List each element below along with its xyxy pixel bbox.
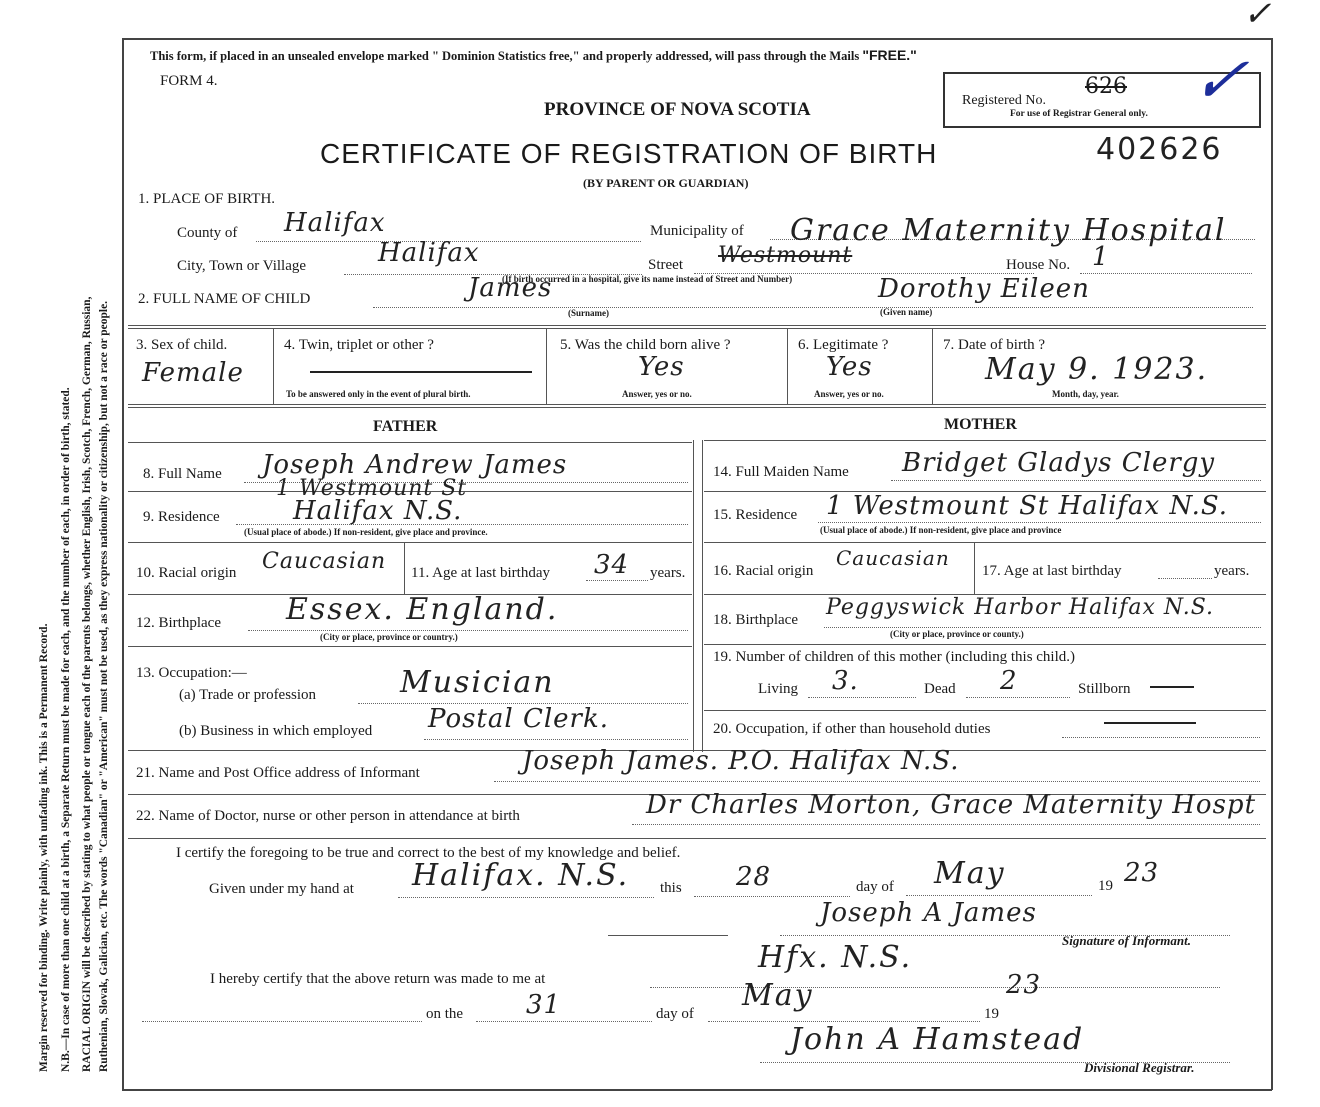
province-heading: PROVINCE OF NOVA SCOTIA — [544, 99, 811, 120]
rule-row3-v1 — [273, 328, 274, 404]
given-place-line — [398, 897, 654, 898]
rule-row3-v2 — [546, 328, 547, 404]
reg-year-prefix: 19 — [984, 1006, 999, 1022]
mail-notice-free: "FREE." — [862, 47, 917, 63]
given-place-value: Halifax. N.S. — [412, 858, 630, 893]
mother-name-value: Bridget Gladys Clergy — [902, 448, 1216, 478]
month-line — [906, 895, 1092, 896]
day-line — [694, 896, 850, 897]
rule-row3-v4 — [932, 328, 933, 404]
father-age-label: 11. Age at last birthday — [411, 565, 550, 581]
on-the-label: on the — [426, 1006, 464, 1022]
day-of-label: day of — [856, 879, 894, 895]
father-birthplace-label: 12. Birthplace — [136, 615, 221, 631]
rule-row3-v3 — [787, 328, 788, 404]
corner-check-mark: ✓ — [1243, 0, 1273, 34]
doctor-label: 22. Name of Doctor, nurse or other person in attendance at birth — [136, 808, 520, 824]
certificate-title: CERTIFICATE OF REGISTRATION OF BIRTH — [320, 138, 938, 169]
given-label: Given under my hand at — [209, 881, 354, 897]
rule-doctor-bottom — [128, 838, 1266, 839]
born-alive-note: Answer, yes or no. — [622, 389, 692, 399]
father-age-unit: years. — [650, 565, 686, 581]
father-racial-divider — [404, 542, 405, 594]
mother-racial-divider — [974, 542, 975, 594]
municipality-label: Municipality of — [650, 223, 744, 239]
father-heading-rule — [128, 442, 692, 443]
twin-dash — [310, 371, 532, 373]
legitimate-note: Answer, yes or no. — [814, 389, 884, 399]
mother-occupation-line — [1062, 737, 1260, 738]
signature-informant-caption: Signature of Informant. — [1062, 933, 1191, 948]
registered-number: 626 — [1085, 74, 1127, 99]
living-value: 3. — [832, 666, 859, 696]
margin-note-racial-1: RACIAL ORIGIN will be described by stating to what people or tongue each of the parents belongs, whether English, Irish, Scotch, French, German, Russian, — [81, 296, 93, 1072]
father-residence-label: 9. Residence — [143, 509, 220, 525]
father-rule-2 — [128, 542, 692, 543]
sex-value: Female — [142, 358, 244, 388]
dob-value: May 9. 1923. — [985, 352, 1209, 387]
given-name-caption: (Given name) — [880, 307, 933, 317]
divisional-registrar-caption: Divisional Registrar. — [1084, 1060, 1195, 1075]
father-business-label: (b) Business in which employed — [179, 723, 373, 739]
house-number-label: House No. — [1006, 257, 1071, 273]
right-rule — [1271, 38, 1273, 1090]
mother-rule-5 — [704, 710, 1266, 711]
sex-label: 3. Sex of child. — [136, 337, 228, 353]
mother-rule-4 — [704, 644, 1266, 645]
registrar-signature: John A Hamstead — [790, 1022, 1085, 1057]
street-value: Grace Maternity Hospital — [790, 213, 1227, 248]
certificate-number: 402626 — [1096, 132, 1223, 167]
father-trade-value: Musician — [400, 665, 555, 700]
margin-note-nb: N.B.—In case of more than one child at a birth, a Separate Return must be made for each, and the number of each, in order of birth, stated. — [60, 387, 72, 1072]
stillborn-label: Stillborn — [1078, 681, 1131, 697]
living-line — [808, 697, 916, 698]
margin-rule — [122, 38, 124, 1090]
mother-heading: MOTHER — [944, 416, 1017, 433]
check-mark: ✓ — [1186, 44, 1255, 118]
reg-day-of-label: day of — [656, 1006, 694, 1022]
father-trade-label: (a) Trade or profession — [179, 687, 317, 703]
mother-age-label: 17. Age at last birthday — [982, 563, 1122, 579]
father-occupation-label: 13. Occupation:— — [136, 665, 247, 681]
reg-day-line — [476, 1021, 652, 1022]
surname-caption: (Surname) — [568, 308, 609, 318]
father-rule-4 — [128, 646, 692, 647]
reg-left-line — [142, 1021, 422, 1022]
doctor-line — [632, 824, 1260, 825]
child-surname-value: James — [468, 273, 553, 303]
rule-row3-bottom — [128, 404, 1266, 405]
mother-residence-label: 15. Residence — [713, 507, 798, 523]
county-label: County of — [177, 225, 238, 241]
father-residence-note: (Usual place of abode.) If non-resident, give place and province. — [244, 527, 488, 537]
mother-racial-value: Caucasian — [836, 546, 950, 570]
mail-notice — [150, 47, 917, 64]
form-number: FORM 4. — [160, 73, 218, 89]
mother-birthplace-note: (City or place, province or county.) — [890, 629, 1024, 639]
reg-month-value: May — [742, 978, 814, 1013]
margin-note-racial-2: Ruthenian, Slovak, Galician, etc. The words "Canadian" or "American" must not be used, as they express nationality or citizenship, but not a race or people. — [98, 300, 110, 1072]
informant-signature-line — [608, 935, 728, 936]
margin-note-binding: Margin reserved for binding. Write plainly, with unfading ink. This is a Permanent Record. — [38, 623, 50, 1072]
day-value: 28 — [736, 862, 772, 892]
registrar-certify-text: I hereby certify that the above return was made to me at — [210, 971, 546, 987]
informant-label: 21. Name and Post Office address of Informant — [136, 765, 420, 781]
this-label: this — [660, 880, 682, 896]
rule-row3-bottom-2 — [128, 407, 1266, 408]
registrar-place-line — [650, 987, 1220, 988]
father-residence-line1: 1 Westmount St — [276, 476, 468, 501]
child-name-label: 2. FULL NAME OF CHILD — [138, 291, 311, 307]
father-birthplace-line — [248, 630, 688, 631]
city-label: City, Town or Village — [177, 258, 307, 274]
mother-age-line — [1158, 578, 1212, 579]
child-given-name-value: Dorothy Eileen — [878, 274, 1090, 304]
dead-line — [966, 697, 1070, 698]
mother-name-label: 14. Full Maiden Name — [713, 464, 849, 480]
father-name-value: Joseph Andrew James — [262, 450, 568, 480]
bottom-rule — [122, 1089, 1272, 1091]
hospital-note: (If birth occurred in a hospital, give its name instead of Street and Number) — [502, 274, 793, 284]
mother-children-label: 19. Number of children of this mother (including this child.) — [713, 649, 1076, 665]
stillborn-dash — [1150, 686, 1194, 688]
twin-note: To be answered only in the event of plural birth. — [286, 389, 471, 399]
father-heading: FATHER — [373, 418, 438, 435]
father-business-line — [424, 739, 688, 740]
rule-row3-top-2 — [128, 328, 1266, 329]
mother-birthplace-value: Peggyswick Harbor Halifax N.S. — [826, 595, 1215, 620]
county-value: Halifax — [284, 208, 386, 238]
mail-notice-text: This form, if placed in an unsealed envelope marked " Dominion Statistics free," and properly addressed, will pass through the Mails — [150, 49, 863, 63]
child-name-line — [373, 307, 1253, 308]
mother-birthplace-line — [824, 627, 1261, 628]
father-age-line — [586, 580, 648, 581]
month-value: May — [934, 856, 1006, 891]
registrar-use-note: For use of Registrar General only. — [1010, 109, 1148, 119]
mother-birthplace-label: 18. Birthplace — [713, 612, 798, 628]
informant-value: Joseph James. P.O. Halifax N.S. — [522, 746, 960, 776]
father-racial-value: Caucasian — [262, 549, 387, 574]
mother-age-unit: years. — [1214, 563, 1250, 579]
mother-occupation-dash — [1104, 722, 1196, 724]
mother-heading-rule — [704, 440, 1266, 441]
mother-residence-line — [818, 522, 1261, 523]
house-number-value: 1 — [1092, 242, 1110, 272]
mother-name-line — [891, 480, 1261, 481]
registrar-place-value: Hfx. N.S. — [758, 940, 913, 975]
year-value: 23 — [1124, 858, 1160, 888]
legitimate-label: 6. Legitimate ? — [798, 337, 889, 353]
dead-value: 2 — [1000, 666, 1018, 696]
doctor-value: Dr Charles Morton, Grace Maternity Hospt — [646, 790, 1257, 820]
reg-year-value: 23 — [1006, 970, 1042, 1000]
rule-row3-top — [128, 325, 1266, 326]
legitimate-value: Yes — [826, 352, 873, 382]
mother-residence-note: (Usual place of abode.) If non-resident, give place and province — [820, 525, 1062, 535]
father-birthplace-value: Essex. England. — [286, 592, 559, 627]
informant-signature: Joseph A James — [820, 898, 1037, 928]
place-of-birth-label: 1. PLACE OF BIRTH. — [138, 191, 276, 207]
father-residence-line2: Halifax N.S. — [293, 496, 463, 526]
street-struck-value: Westmount — [718, 243, 853, 268]
top-rule — [122, 38, 1272, 40]
dob-label: 7. Date of birth ? — [943, 337, 1046, 353]
living-label: Living — [758, 681, 798, 697]
center-divider-a — [693, 440, 694, 752]
born-alive-value: Yes — [638, 352, 685, 382]
street-label: Street — [648, 257, 683, 273]
reg-day-value: 31 — [526, 990, 562, 1020]
father-name-label: 8. Full Name — [143, 466, 222, 482]
year-prefix: 19 — [1098, 878, 1113, 894]
center-divider-b — [702, 440, 703, 752]
dob-note: Month, day, year. — [1052, 389, 1119, 399]
informant-line — [494, 781, 1260, 782]
mother-occupation-label: 20. Occupation, if other than household duties — [713, 721, 991, 737]
city-value: Halifax — [378, 238, 480, 268]
mother-rule-2 — [704, 542, 1266, 543]
house-number-line — [1080, 273, 1252, 274]
father-business-value: Postal Clerk. — [428, 704, 610, 734]
father-birthplace-note: (City or place, province or country.) — [320, 632, 458, 642]
certify-text: I certify the foregoing to be true and correct to the best of my knowledge and belief. — [176, 845, 681, 861]
registered-label: Registered No. — [962, 93, 1046, 108]
twin-label: 4. Twin, triplet or other ? — [284, 337, 434, 353]
mother-residence-value: 1 Westmount St Halifax N.S. — [826, 491, 1228, 521]
born-alive-label: 5. Was the child born alive ? — [560, 337, 731, 353]
father-racial-label: 10. Racial origin — [136, 565, 237, 581]
mother-racial-label: 16. Racial origin — [713, 563, 814, 579]
father-age-value: 34 — [594, 550, 630, 580]
dead-label: Dead — [924, 681, 956, 697]
certificate-subtitle: (BY PARENT OR GUARDIAN) — [583, 176, 749, 190]
